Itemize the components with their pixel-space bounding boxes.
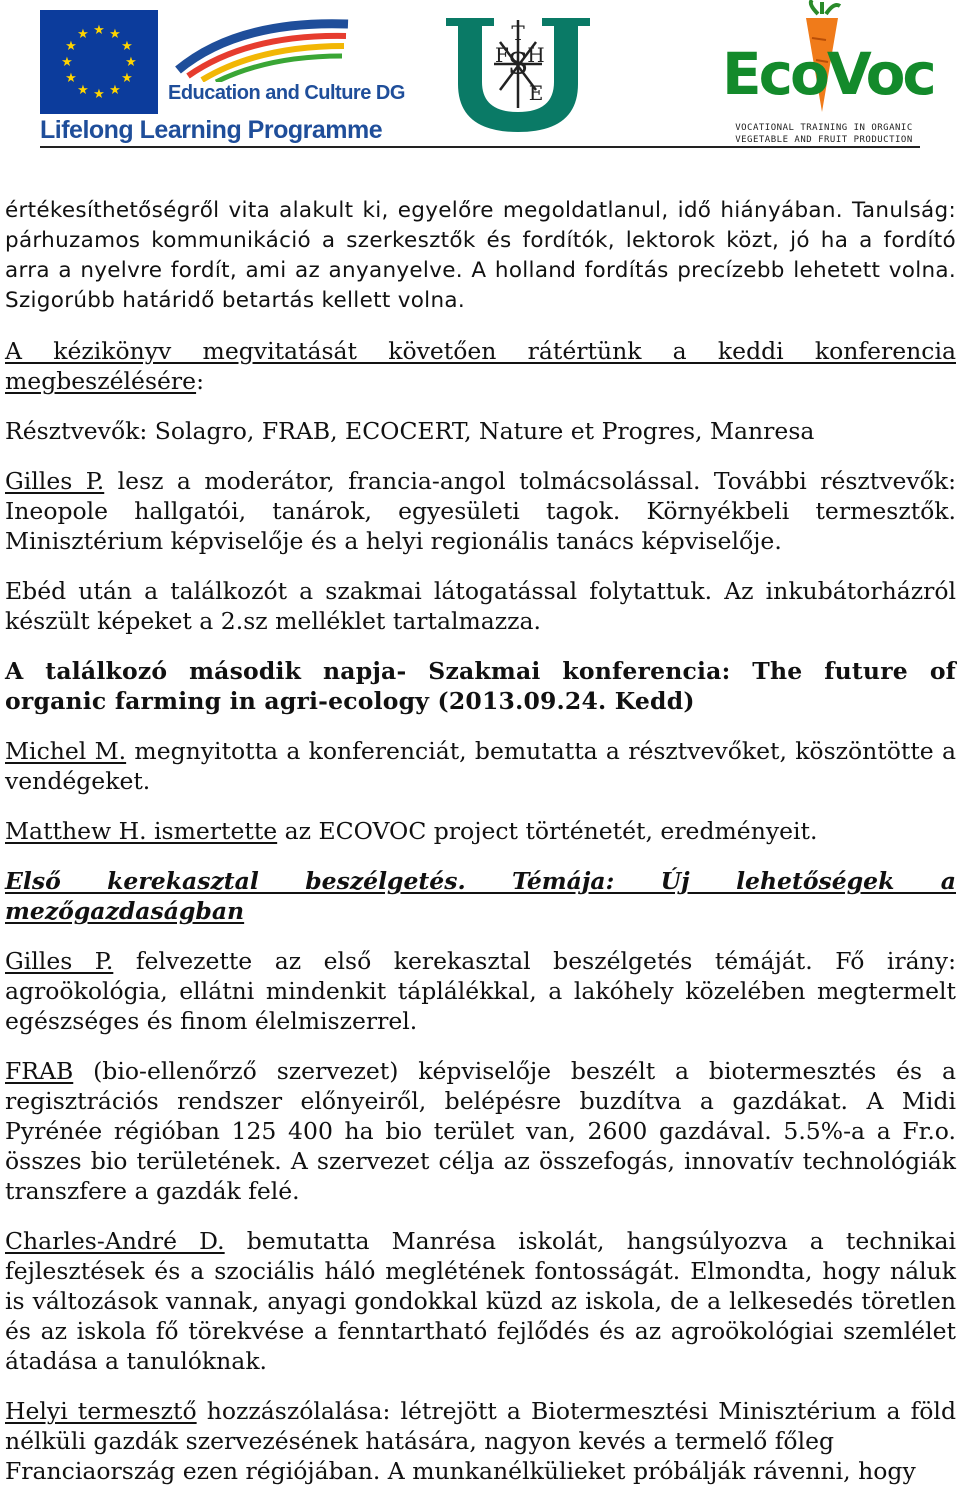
section-heading-roundtable: Első kerekasztal beszélgetés. Témája: Új lehetőségek a mezőgazdaságban — [5, 867, 956, 925]
paragraph-moderator — [5, 466, 956, 556]
person-name: Matthew H. ismertette — [5, 817, 278, 845]
svg-text:T: T — [511, 21, 525, 45]
svg-text:★: ★ — [65, 39, 77, 54]
lifelong-learning-label: Lifelong Learning Programme — [40, 116, 383, 144]
svg-text:★: ★ — [61, 55, 73, 70]
paragraph-text: hozzászólalása: létrejött a Biotermesztési Minisztérium a föld nélküli gazdák szervezésének hatására, nagyon kevés a termelő főleg — [5, 1397, 956, 1455]
svg-text:★: ★ — [109, 83, 121, 98]
paragraph-local-grower-last-line: Franciaország ezen régiójában. A munkanélkülieket próbálják rávenni, hogy — [5, 1457, 916, 1485]
person-name: Charles-André D. — [5, 1227, 225, 1255]
svg-text:E: E — [528, 81, 544, 105]
svg-text:★: ★ — [77, 83, 89, 98]
svg-text:H: H — [527, 43, 545, 67]
paragraph-frab — [5, 1056, 956, 1206]
monogram-u-logo-icon — [438, 12, 598, 134]
svg-text:★: ★ — [93, 23, 105, 38]
paragraph-roundtable-intro — [5, 946, 956, 1036]
paragraph-text: az ECOVOC project történetét, eredményeit. — [277, 817, 818, 845]
paragraph-lunch-visit: Ebéd után a találkozót a szakmai látogatással folytattuk. Az inkubátorházról készült képeket a 2.sz melléklet tartalmazza. — [5, 577, 956, 635]
swoosh-graphic-icon — [168, 10, 358, 82]
transition-colon: : — [196, 367, 204, 395]
svg-text:★: ★ — [121, 39, 133, 54]
person-name: Gilles P. — [5, 947, 114, 975]
paragraph-lessons: értékesíthetőségről vita alakult ki, egyelőre megoldatlanul, idő hiányában. Tanulság: párhuzamos kommunikáció a szerkesztők és fordítók, lektorok közt, jó ha a fordító arra a nyelvre fordít, ami az anyanyelve. A holland fordítás precízebb lehetett volna. Szigorúbb határidő betartás kellett volna. — [5, 198, 956, 313]
section-heading-day-two: A találkozó második napja- Szakmai konferencia: The future of organic farming in agri-ecology (2013.09.24. Kedd) — [5, 657, 956, 715]
paragraph-manresa — [5, 1226, 956, 1376]
svg-text:F: F — [495, 43, 509, 67]
ecovoc-wordmark: EcoVoc — [722, 40, 934, 108]
paragraph-local-grower — [5, 1396, 956, 1456]
paragraph-project-history — [5, 816, 956, 846]
eu-flag-icon — [40, 10, 158, 114]
paragraph-text: felvezette az első kerekasztal beszélgetés témáját. Fő irány: agroökológia, ellátni mindenkit táplálékkal, a lakóhely közelében megtermelt egészséges és finom élelmiszerrel. — [5, 947, 956, 1035]
paragraph-opening — [5, 736, 956, 796]
organization-name: FRAB — [5, 1057, 74, 1085]
svg-text:★: ★ — [109, 27, 121, 42]
person-name: Gilles P. — [5, 467, 105, 495]
person-name: Michel M. — [5, 737, 127, 765]
person-name: Helyi termesztő — [5, 1397, 197, 1425]
logo-header — [0, 0, 960, 160]
ecovoc-tagline: VOCATIONAL TRAINING IN ORGANIC VEGETABLE AND FRUIT PRODUCTION — [735, 123, 913, 145]
svg-text:★: ★ — [121, 71, 133, 86]
svg-text:★: ★ — [77, 27, 89, 42]
paragraph-text: bemutatta Manrésa iskolát, hangsúlyozva a technikai fejlesztések és a szociális háló meglétének fontosságát. Elmondta, hogy náluk is változások vannak, anyagi gondokkal küzd az iskola, de a lelkesedés töretlen és az iskola fő törekvése a fenntartható fejlődés és az agroökológiai szemlélet átadása a tanulóknak. — [5, 1227, 956, 1375]
paragraph-text: lesz a moderátor, francia-angol tolmácsolással. További résztvevők: Ineopole hallgatói, tanárok, egyesületi tagok. Környékbeli termesztők. Minisztérium képviselője és a helyi regionális tanács képviselője. — [5, 467, 957, 555]
paragraph-participants: Résztvevők: Solagro, FRAB, ECOCERT, Nature et Progres, Manresa — [5, 417, 815, 445]
header-divider — [40, 146, 920, 148]
paragraph-text: (bio-ellenőrző szervezet) képviselője beszélt a biotermesztés és a regisztrációs rendszer előnyeiről, belépésre buzdítva a gazdákat. A Midi Pyrénée régióban 125 400 ha bio terület van, 2600 gazdával. 5.5%-a a Fr.o. összes bio területének. A szervezet célja az összefogás, innovatív technológiák transzfere a gazdák felé. — [5, 1057, 956, 1205]
svg-text:★: ★ — [125, 55, 137, 70]
svg-text:★: ★ — [65, 71, 77, 86]
document-body — [5, 196, 956, 1486]
paragraph-transition — [5, 336, 956, 396]
lifelong-learning-logo — [40, 10, 405, 150]
paragraph-text: megnyitotta a konferenciát, bemutatta a résztvevőket, köszöntötte a vendégeket. — [5, 737, 956, 795]
svg-text:★: ★ — [93, 87, 105, 102]
ecovoc-logo — [722, 0, 934, 150]
svg-text:S: S — [507, 47, 529, 82]
transition-underlined: A kézikönyv megvitatását követően rátértünk a keddi konferencia megbeszélésére — [5, 337, 956, 395]
education-culture-dg-label: Education and Culture DG — [168, 82, 405, 104]
